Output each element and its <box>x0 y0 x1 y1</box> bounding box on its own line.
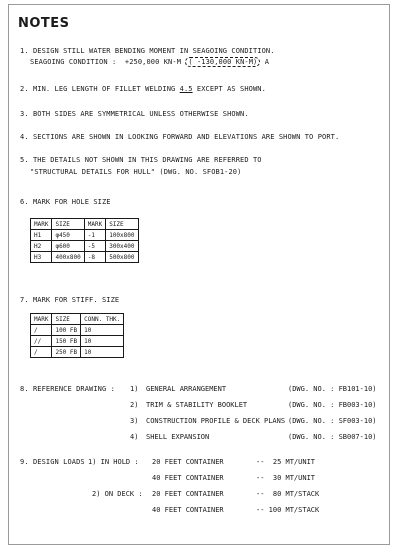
table-cell: / <box>31 325 52 336</box>
table-cell: 400x800 <box>52 252 84 263</box>
ref-name: TRIM & STABILITY BOOKLET <box>146 401 248 409</box>
load-item: 20 FEET CONTAINER <box>152 490 224 498</box>
table-cell: / <box>31 347 52 358</box>
table-cell: -8 <box>84 252 105 263</box>
note-1-line-2 <box>30 58 269 67</box>
table-row <box>31 252 139 263</box>
load-value: -- 80 MT/STACK <box>256 490 320 498</box>
table-cell: 100 FB <box>52 325 81 336</box>
load-value: -- 100 MT/STACK <box>256 506 320 514</box>
ref-dwg: (DWG. NO. : FB003-10) <box>288 401 377 409</box>
note-5-line-2: "STRUCTURAL DETAILS FOR HULL" (DWG. NO. SFOB1-20) <box>30 168 242 176</box>
table-cell: 10 <box>81 325 124 336</box>
load-item: 20 FEET CONTAINER <box>152 458 224 466</box>
notes-title: NOTES <box>18 16 70 31</box>
note-1-seagoing: SEAGOING CONDITION : +250,000 KN-M <box>30 58 182 66</box>
ref-num: 3) <box>130 417 139 425</box>
load-value: -- 30 MT/UNIT <box>256 474 316 482</box>
hole-size-table <box>30 218 139 263</box>
stiff-size-table <box>30 313 124 358</box>
note-4: 4. SECTIONS ARE SHOWN IN LOOKING FORWARD AND ELEVATIONS ARE SHOWN TO PORT. <box>20 133 340 141</box>
table-cell: 500x800 <box>106 252 138 263</box>
ref-dwg: (DWG. NO. : FB101-10) <box>288 385 377 393</box>
table-row <box>31 230 139 241</box>
table-cell: // <box>31 336 52 347</box>
table-header: MARK <box>31 219 52 230</box>
table-cell: 100x800 <box>106 230 138 241</box>
note-2 <box>20 85 266 94</box>
table-cell: -5 <box>84 241 105 252</box>
note-1-revised-value: ( -130,000 KN-M) <box>185 57 260 67</box>
table-cell: 250 FB <box>52 347 81 358</box>
table-header: MARK <box>84 219 105 230</box>
table-cell: 150 FB <box>52 336 81 347</box>
load-group: 1) IN HOLD : <box>88 458 139 466</box>
table-row <box>31 325 124 336</box>
table-header: SIZE <box>52 314 81 325</box>
table-cell: -1 <box>84 230 105 241</box>
ref-name: CONSTRUCTION PROFILE & DECK PLANS <box>146 417 286 425</box>
table-cell: 10 <box>81 336 124 347</box>
table-header: SIZE <box>106 219 138 230</box>
ref-name: SHELL EXPANSION <box>146 433 210 441</box>
ref-num: 2) <box>130 401 139 409</box>
table-row <box>31 336 124 347</box>
note-6: 6. MARK FOR HOLE SIZE <box>20 198 111 206</box>
note-3: 3. BOTH SIDES ARE SYMMETRICAL UNLESS OTHERWISE SHOWN. <box>20 110 249 118</box>
table-row <box>31 314 124 325</box>
load-item: 40 FEET CONTAINER <box>152 474 224 482</box>
note-2-pre: 2. MIN. LEG LENGTH OF FILLET WELDING <box>20 85 180 93</box>
note-1-line-1: 1. DESIGN STILL WATER BENDING MOMENT IN SEAGOING CONDITION. <box>20 47 275 55</box>
load-group: 2) ON DECK : <box>92 490 143 498</box>
ref-name: GENERAL ARRANGEMENT <box>146 385 227 393</box>
table-cell: 10 <box>81 347 124 358</box>
table-cell: φ600 <box>52 241 84 252</box>
note-8-label: 8. REFERENCE DRAWING : <box>20 385 115 393</box>
table-header: SIZE <box>52 219 84 230</box>
note-7: 7. MARK FOR STIFF. SIZE <box>20 296 120 304</box>
table-cell: H2 <box>31 241 52 252</box>
table-cell: H1 <box>31 230 52 241</box>
note-9-label: 9. DESIGN LOADS <box>20 458 85 466</box>
table-row <box>31 219 139 230</box>
note-5-line-1: 5. THE DETAILS NOT SHOWN IN THIS DRAWING ARE REFERRED TO <box>20 156 262 164</box>
ref-num: 1) <box>130 385 139 393</box>
note-2-post: EXCEPT AS SHOWN. <box>192 85 266 93</box>
ref-num: 4) <box>130 433 139 441</box>
table-cell: 300x400 <box>106 241 138 252</box>
table-header: CONN. THK. <box>81 314 124 325</box>
table-cell: φ450 <box>52 230 84 241</box>
table-row <box>31 347 124 358</box>
ref-dwg: (DWG. NO. : SB007-10) <box>288 433 377 441</box>
table-header: MARK <box>31 314 52 325</box>
table-row <box>31 241 139 252</box>
ref-dwg: (DWG. NO. : SF003-10) <box>288 417 377 425</box>
note-2-weld-mark: 4.5 <box>179 85 193 93</box>
note-1-revision-mark: A <box>264 58 270 66</box>
table-cell: H3 <box>31 252 52 263</box>
load-value: -- 25 MT/UNIT <box>256 458 316 466</box>
load-item: 40 FEET CONTAINER <box>152 506 224 514</box>
